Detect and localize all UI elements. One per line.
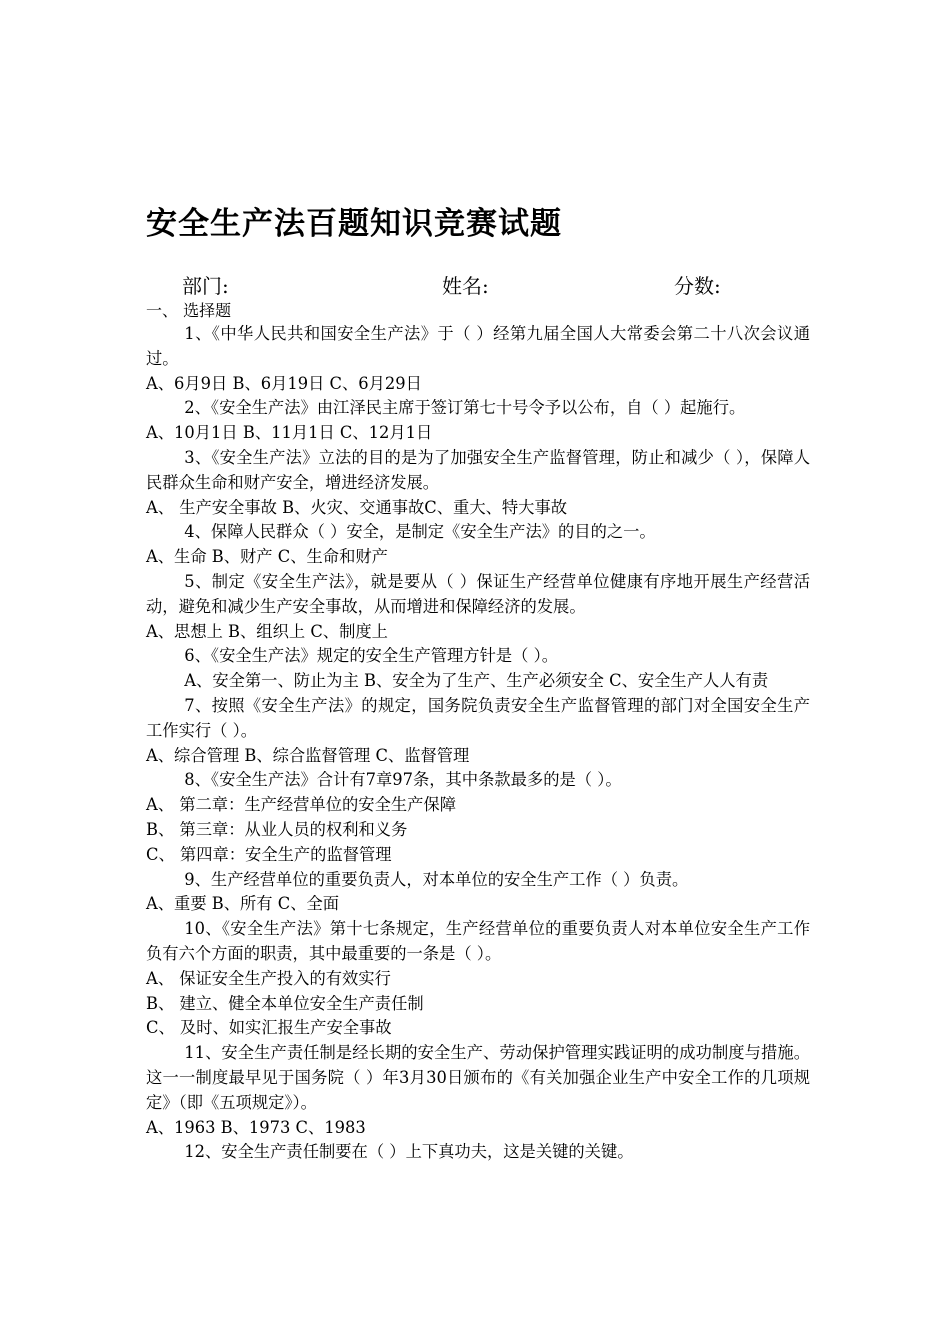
question-list bbox=[146, 322, 810, 1165]
answer-option: C、 第四章：安全生产的监督管理 bbox=[146, 844, 392, 864]
question-item: 9、生产经营单位的重要负责人，对本单位的安全生产工作（ ）负责。 bbox=[184, 869, 689, 889]
question-item: 4、保障人民群众（ ）安全，是制定《安全生产法》的目的之一。 bbox=[184, 522, 656, 542]
question-item: 8、《安全生产法》合计有7章97条，其中条款最多的是（ ）。 bbox=[184, 770, 622, 790]
section-heading: 一、 选择题 bbox=[146, 301, 232, 320]
question-item: 1、《中华人民共和国安全生产法》于（ ）经第九届全国人大常委会第二十八次会议通过。 bbox=[146, 324, 810, 368]
document-page bbox=[146, 0, 810, 1344]
answer-options: A、1963 B、1973 C、1983 bbox=[146, 1117, 366, 1137]
question-item: 2、《安全生产法》由江泽民主席于签订第七十号令予以公布，自（ ）起施行。 bbox=[184, 398, 746, 418]
answer-option: B、 建立、健全本单位安全生产责任制 bbox=[146, 993, 424, 1013]
question-item: 11、安全生产责任制是经长期的安全生产、劳动保护管理实践证明的成功制度与措施。这一一制度最早见于国务院（ ）年3月30日颁布的《有关加强企业生产中安全工作的几项规定》（即《五项规定》）。 bbox=[146, 1043, 810, 1112]
answer-options: A、10月1日 B、11月1日 C、12月1日 bbox=[146, 423, 433, 443]
document-title: 安全生产法百题知识竞赛试题 bbox=[146, 206, 562, 242]
answer-option: B、 第三章：从业人员的权利和义务 bbox=[146, 819, 408, 839]
answer-options: A、生命 B、财产 C、生命和财产 bbox=[146, 547, 388, 567]
question-item: 10、《安全生产法》第十七条规定，生产经营单位的重要负责人对本单位安全生产工作负有六个方面的职责，其中最重要的一条是（ ）。 bbox=[146, 919, 810, 963]
answer-options: A、重要 B、所有 C、全面 bbox=[146, 894, 340, 914]
answer-option: C、 及时、如实汇报生产安全事故 bbox=[146, 1018, 392, 1038]
exam-info-line bbox=[146, 272, 810, 300]
answer-options: A、安全第一、防止为主 B、安全为了生产、生产必须安全 C、安全生产人人有责 bbox=[184, 671, 769, 691]
answer-option: A、 保证安全生产投入的有效实行 bbox=[146, 968, 391, 988]
answer-options: A、 生产安全事故 B、火灾、交通事故C、重大、特大事故 bbox=[146, 497, 568, 517]
answer-options: A、综合管理 B、综合监督管理 C、监督管理 bbox=[146, 745, 470, 765]
question-item: 12、安全生产责任制要在（ ）上下真功夫，这是关键的关键。 bbox=[184, 1142, 634, 1162]
question-item: 7、按照《安全生产法》的规定，国务院负责安全生产监督管理的部门对全国安全生产工作实行（ ）。 bbox=[146, 695, 810, 740]
answer-options: A、6月9日 B、6月19日 C、6月29日 bbox=[146, 373, 422, 393]
question-item: 6、《安全生产法》规定的安全生产管理方针是（ ）。 bbox=[184, 646, 559, 666]
answer-option: A、 第二章：生产经营单位的安全生产保障 bbox=[146, 795, 456, 815]
answer-options: A、思想上 B、组织上 C、制度上 bbox=[146, 621, 388, 641]
question-item: 3、《安全生产法》立法的目的是为了加强安全生产监督管理，防止和减少（ ），保障人民群众生命和财产安全，增进经济发展。 bbox=[146, 447, 810, 492]
department-label: 部门: bbox=[182, 274, 229, 298]
name-label: 姓名: bbox=[442, 274, 489, 298]
score-label: 分数: bbox=[674, 274, 721, 298]
question-item: 5、制定《安全生产法》，就是要从（ ）保证生产经营单位健康有序地开展生产经营活动，避免和减少生产安全事故，从而增进和保障经济的发展。 bbox=[146, 571, 810, 616]
